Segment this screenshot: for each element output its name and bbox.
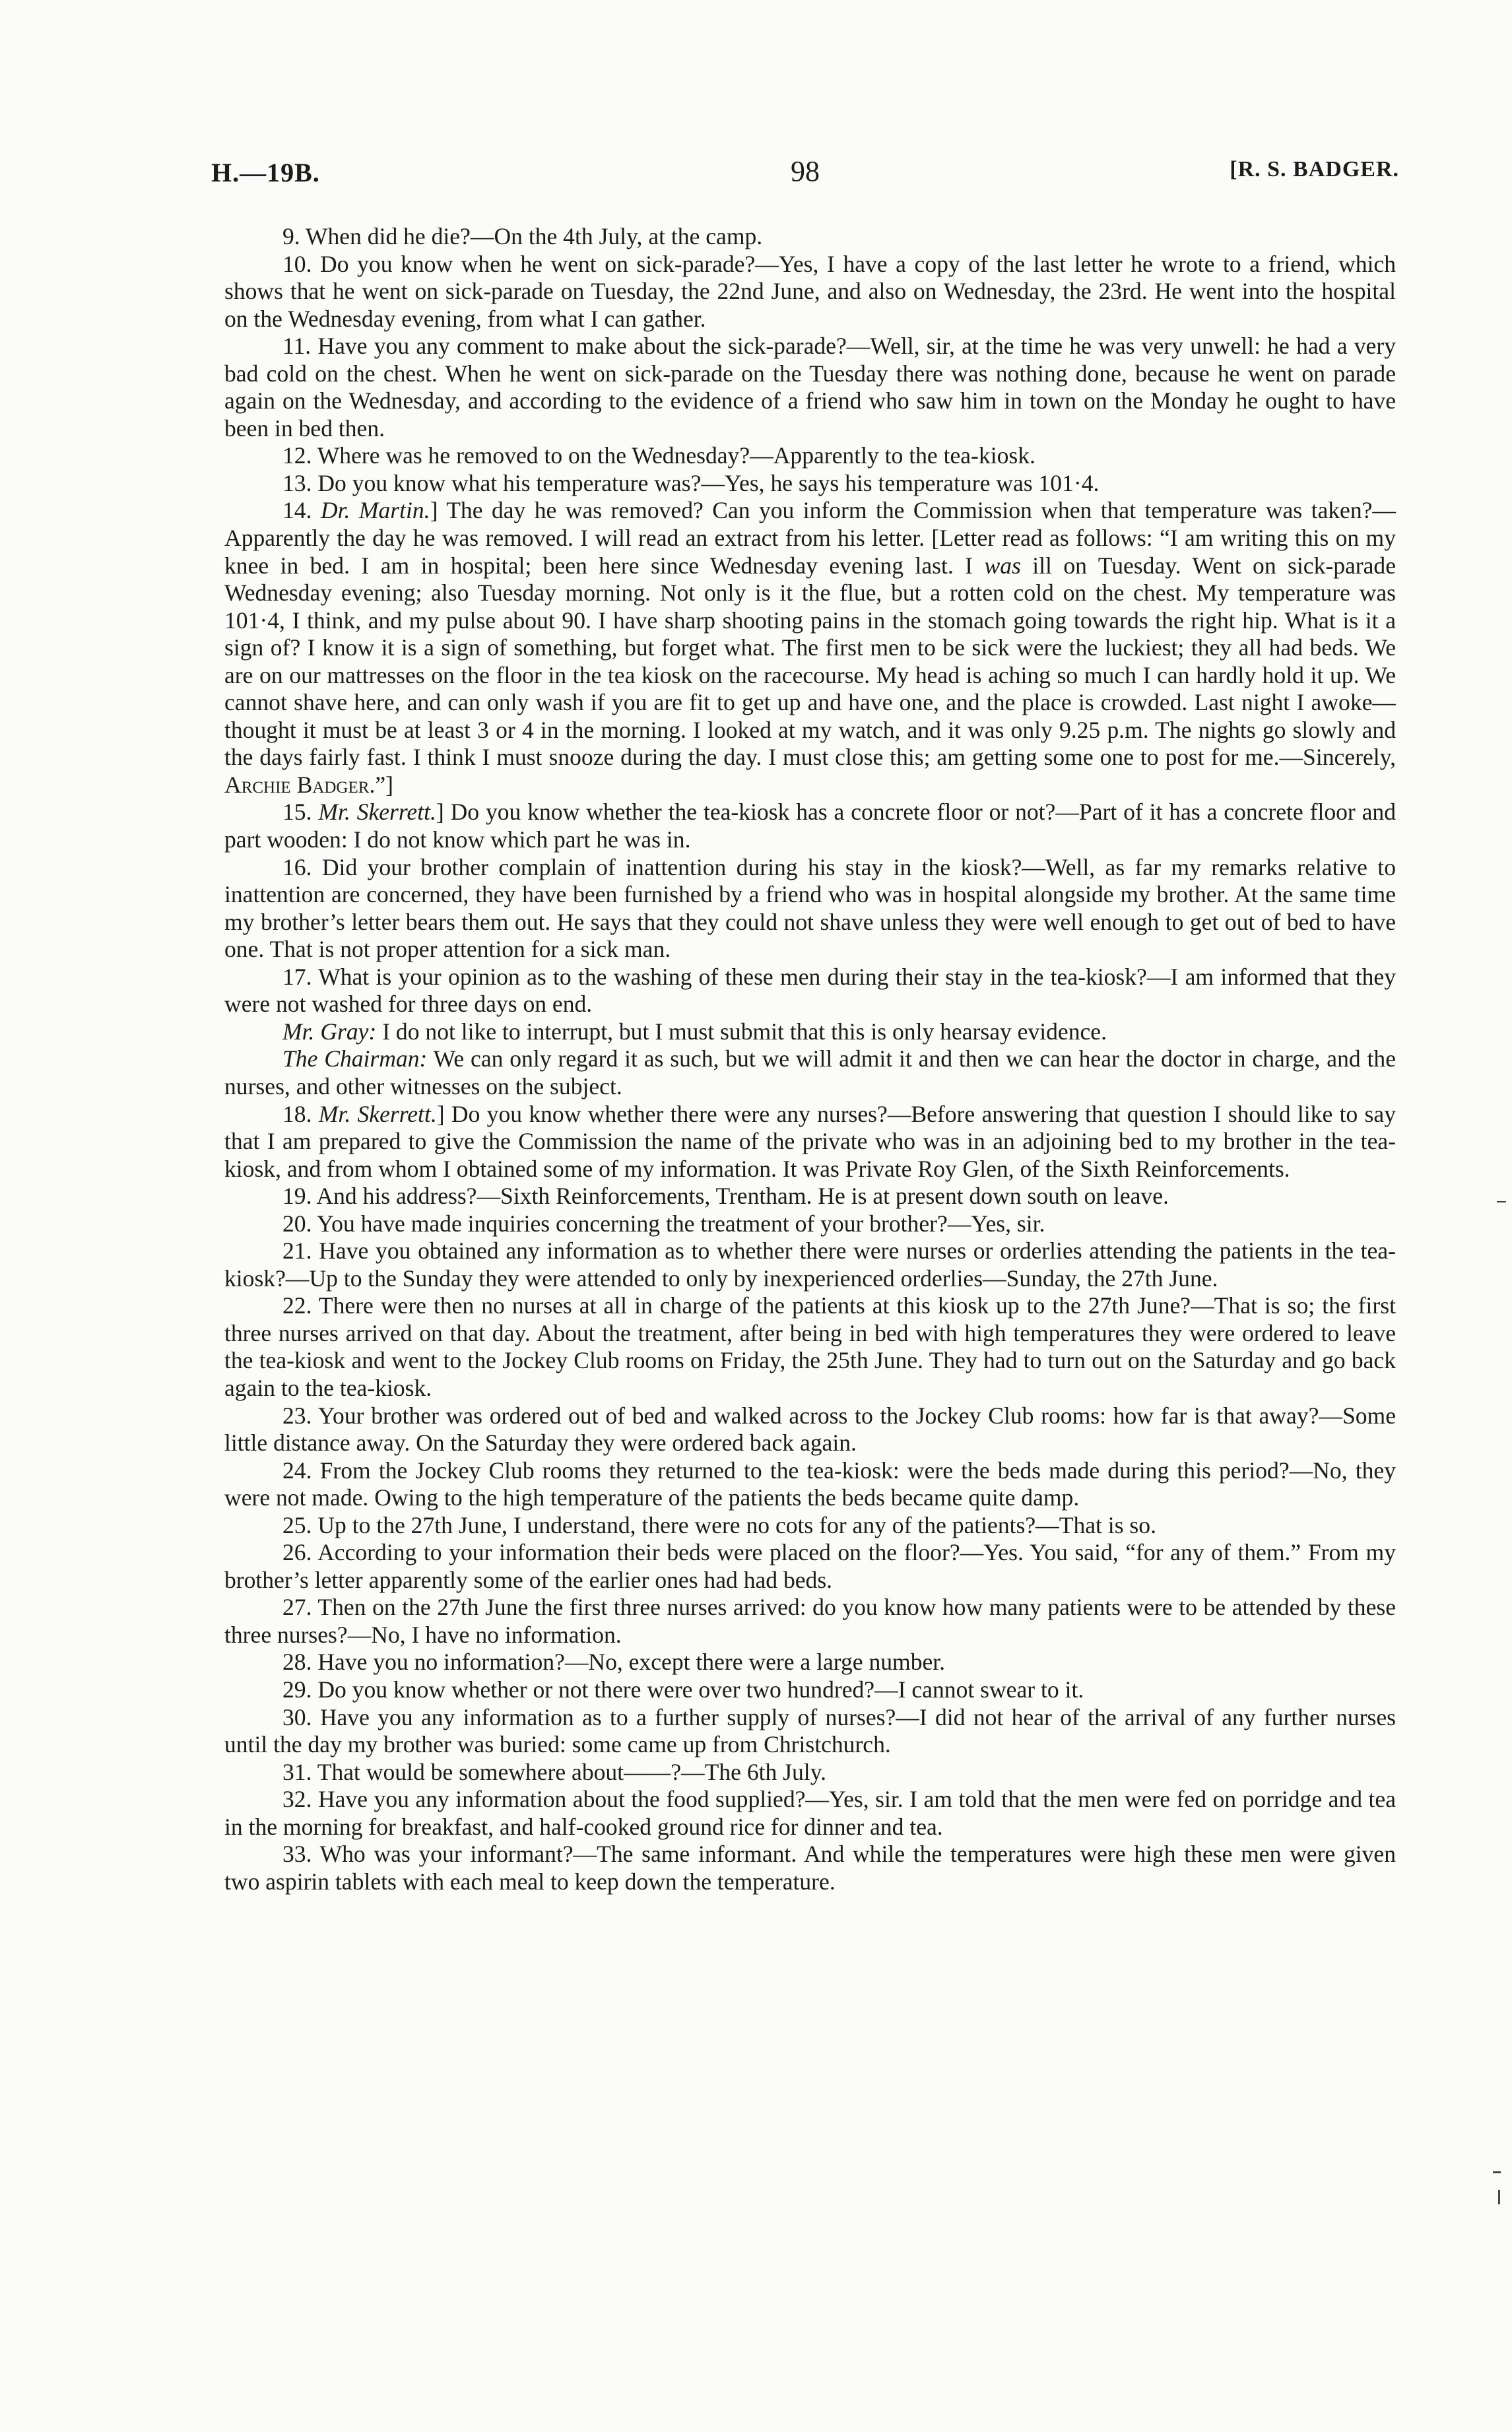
paragraph-q24: 24. From the Jockey Club rooms they returned to the tea-kiosk: were the beds made during this period?—No, they were not made. Owing to the high temperature of the patients the beds became quite damp. <box>224 1457 1396 1511</box>
paragraph-q19: 19. And his address?—Sixth Reinforcements, Trentham. He is at present down south on leave. <box>282 1183 1169 1210</box>
paragraph-q27: 27. Then on the 27th June the first three nurses arrived: do you know how many patients were to be attended by these three nurses?—No, I have no information. <box>224 1594 1396 1648</box>
document-reference: H.—19B. <box>211 158 320 187</box>
speaker-name: The Chairman: <box>282 1045 428 1072</box>
paragraph-q23: 23. Your brother was ordered out of bed and walked across to the Jockey Club rooms: how far is that away?—Some little distance away. On the Saturday they were ordered back again. <box>224 1402 1396 1457</box>
scan-mark <box>1498 2190 1500 2204</box>
paragraph-q26: 26. According to your information their beds were placed on the floor?—Yes. You said, “for any of them.” From my brother’s letter apparently some of the earlier ones had had beds. <box>224 1539 1396 1593</box>
scan-mark <box>1493 2171 1501 2173</box>
paragraph-q20: 20. You have made inquiries concerning the treatment of your brother?—Yes, sir. <box>282 1210 1045 1237</box>
letter-signature: Archie Badger <box>224 771 370 798</box>
paragraph-q15: 15. Mr. Skerrett.] Do you know whether the tea-kiosk has a concrete floor or not?—Part of it has a concrete floor and part wooden: I do not know which part he was in. <box>224 799 1396 853</box>
paragraph-chairman: The Chairman: We can only regard it as such, but we will admit it and then we can hear the doctor in charge, and the nurses, and other witnesses on the subject. <box>224 1045 1397 1100</box>
paragraph-q30: 30. Have you any information as to a further supply of nurses?—I did not hear of the arrival of any further nurses until the day my brother was buried: some came up from Christchurch. <box>224 1703 1396 1758</box>
paragraph-q31: 31. That would be somewhere about——?—The 6th July. <box>282 1758 827 1785</box>
page-body <box>224 223 1396 1895</box>
paragraph-objection: Mr. Gray: I do not like to interrupt, but I must submit that this is only hearsay evidence. <box>282 1018 1107 1045</box>
paragraph-q9: 9. When did he die?—On the 4th July, at the camp. <box>282 223 763 249</box>
paragraph-q29: 29. Do you know whether or not there were over two hundred?—I cannot swear to it. <box>282 1676 1084 1703</box>
page-header <box>211 157 1399 197</box>
paragraph-q18: 18. Mr. Skerrett.] Do you know whether there were any nurses?—Before answering that question I should like to say that I am prepared to give the Commission the name of the private who was in an adjoining bed to my brother in the tea-kiosk, and from whom I obtained some of my information. It was Private Roy Glen, of the Sixth Reinforcements. <box>224 1100 1396 1182</box>
paragraph-q11: 11. Have you any comment to make about the sick-parade?—Well, sir, at the time he was very unwell: he had a very bad cold on the chest. When he went on sick-parade on the Tuesday there was nothing done, because he went on parade again on the Wednesday, and according to the evidence of a friend who saw him in town on the Monday he ought to have been in bed then. <box>224 333 1396 442</box>
speaker-name: Dr. Martin. <box>320 497 430 524</box>
paragraph-q33: 33. Who was your informant?—The same informant. And while the temperatures were high these men were given two aspirin tablets with each meal to keep down the temperature. <box>224 1841 1396 1895</box>
speaker-name: Mr. Gray: <box>282 1018 377 1045</box>
paragraph-q10: 10. Do you know when he went on sick-parade?—Yes, I have a copy of the last letter he wrote to a friend, which shows that he went on sick-parade on Tuesday, the 22nd June, and also on Wednesday, the 23rd. He went into the hospital on the Wednesday evening, from what I can gather. <box>224 250 1396 332</box>
emphasis: was <box>984 552 1021 579</box>
paragraph-q13: 13. Do you know what his temperature was?—Yes, he says his temperature was 101·4. <box>282 469 1100 496</box>
paragraph-q12: 12. Where was he removed to on the Wednesday?—Apparently to the tea-kiosk. <box>282 442 1035 469</box>
paragraph-q17: 17. What is your opinion as to the washing of these men during their stay in the tea-kiosk?—I am informed that they were not washed for three days on end. <box>224 963 1396 1018</box>
paragraph-q22: 22. There were then no nurses at all in charge of the patients at this kiosk up to the 27th June?—That is so; the first three nurses arrived on that day. About the treatment, after being in bed with high temperatures they were ordered to leave the tea-kiosk and went to the Jockey Club rooms on Friday, the 25th June. They had to turn out on the Saturday and go back again to the tea-kiosk. <box>224 1292 1396 1401</box>
speaker-name: Mr. Skerrett. <box>318 799 436 826</box>
speaker-name: Mr. Skerrett. <box>318 1100 437 1127</box>
paragraph-q14: 14. Dr. Martin.] The day he was removed? Can you inform the Commission when that temperature was taken?—Apparently the day he was removed. I will read an extract from his letter. [Letter read as follows: “I am writing this on my knee in bed. I am in hospital; been here since Wednesday evening last. I was ill on Tuesday. Went on sick-parade Wednesday evening; also Tuesday morning. Not only is it the flue, but a rotten cold on the chest. My temperature was 101·4, I think, and my pulse about 90. I have sharp shooting pains in the stomach going towards the right hip. What is it a sign of? I know it is a sign of something, but forget what. The first men to be sick were the luckiest; they all had beds. We are on our mattresses on the floor in the tea kiosk on the racecourse. My head is aching so much I can hardly hold it up. We cannot shave here, and can only wash if you are fit to get up and have one, and the place is crowded. Last night I awoke—thought it must be at least 3 or 4 in the morning. I looked at my watch, and it was only 9.25 p.m. The nights go slowly and the days fairly fast. I think I must snooze during the day. I must close this; am getting some one to post for me.—Sincerely, Archie Badger.”] <box>224 497 1397 798</box>
paragraph-q25: 25. Up to the 27th June, I understand, there were no cots for any of the patients?—That is so. <box>282 1511 1156 1538</box>
paragraph-q16: 16. Did your brother complain of inattention during his stay in the kiosk?—Well, as far my remarks relative to inattention are concerned, they have been furnished by a friend who was in hospital alongside my brother. At the same time my brother’s letter bears them out. He says that they could not shave unless they were well enough to get out of bed to have one. That is not proper attention for a sick man. <box>224 853 1396 963</box>
witness-name: [R. S. BADGER. <box>1230 157 1399 181</box>
paragraph-q28: 28. Have you no information?—No, except there were a large number. <box>282 1649 946 1676</box>
paragraph-q21: 21. Have you obtained any information as to whether there were nurses or orderlies attending the patients in the tea-kiosk?—Up to the Sunday they were attended to only by inexperienced orderlies—Sunday, the 27th June. <box>224 1237 1396 1292</box>
page-number: 98 <box>791 155 820 187</box>
scan-mark <box>1497 1201 1506 1202</box>
paragraph-q32: 32. Have you any information about the food supplied?—Yes, sir. I am told that the men were fed on porridge and tea in the morning for breakfast, and half-cooked ground rice for dinner and tea. <box>224 1786 1396 1840</box>
